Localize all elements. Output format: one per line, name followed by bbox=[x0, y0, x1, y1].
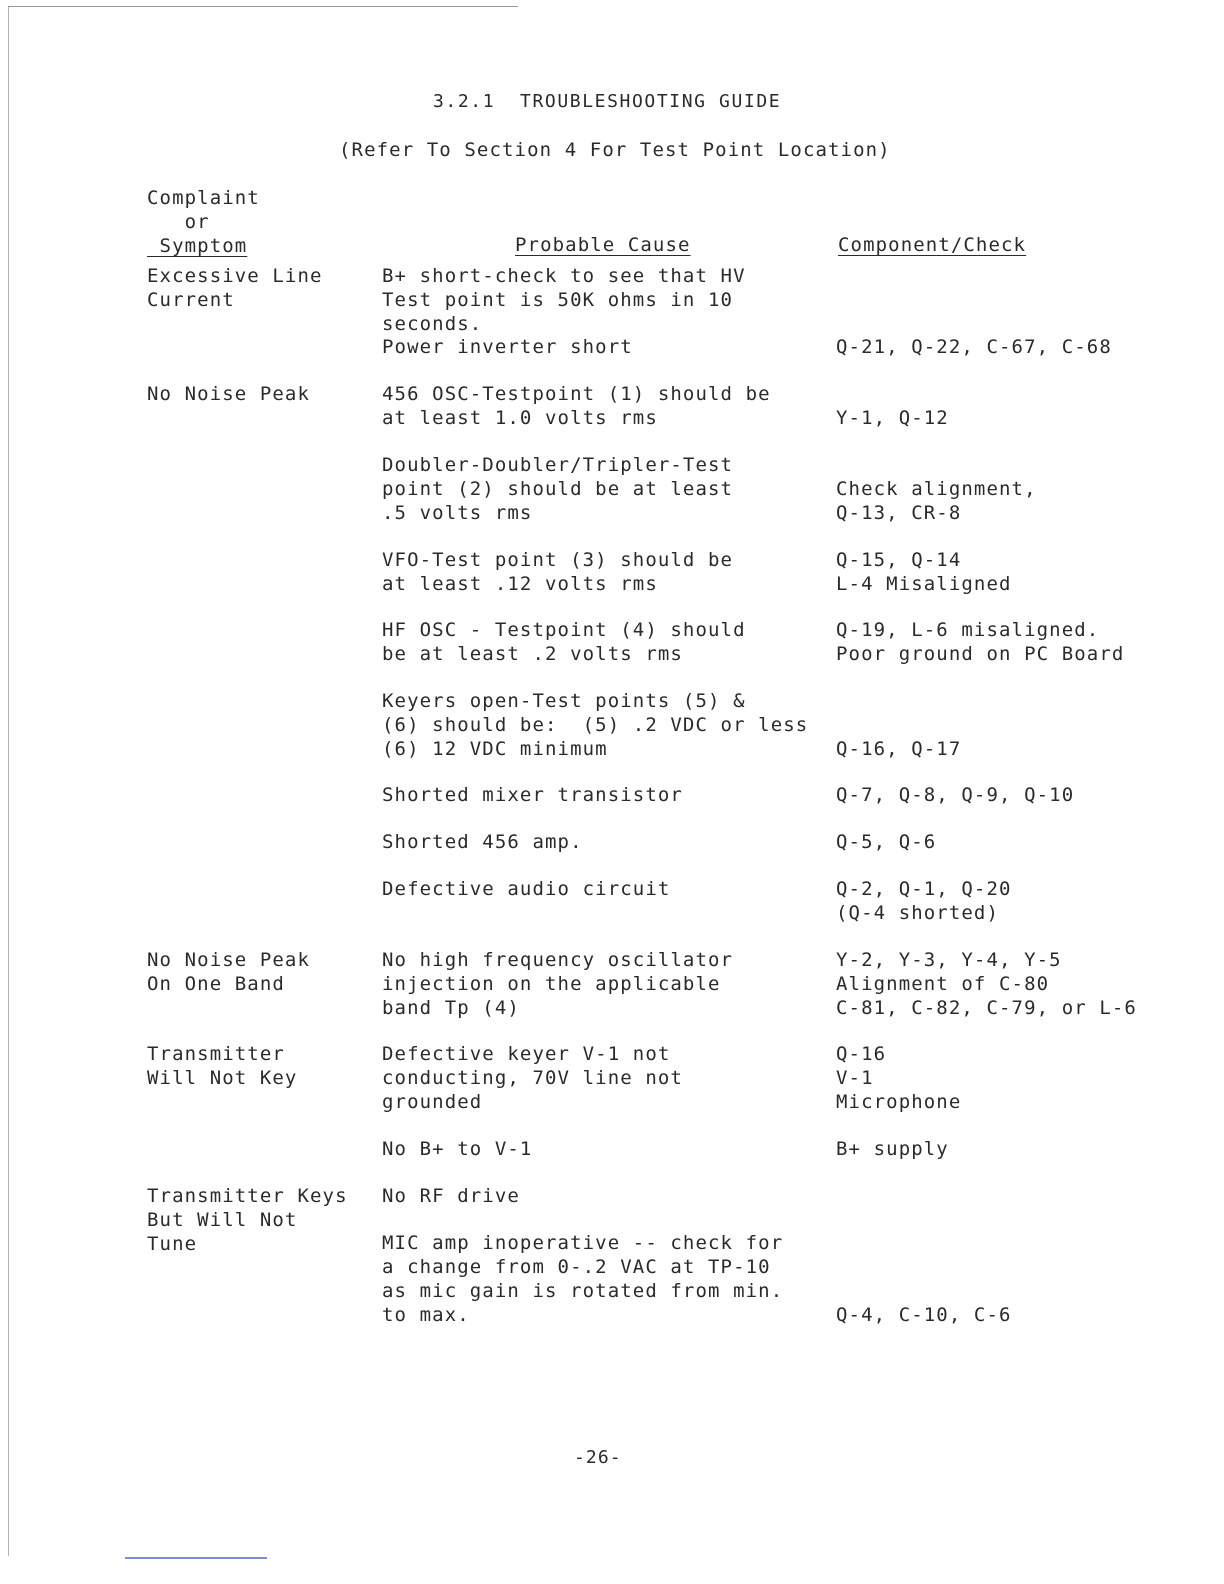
row-check: Q-16, Q-17 bbox=[836, 738, 962, 760]
bottom-rule bbox=[125, 1557, 267, 1559]
row-check: Q-7, Q-8, Q-9, Q-10 bbox=[836, 784, 1075, 806]
row-check: Q-4, C-10, C-6 bbox=[836, 1304, 1012, 1326]
row-cause: MIC amp inoperative -- check for a change from 0-.2 VAC at TP-10 as mic gain is rotated from min. to max. bbox=[382, 1232, 784, 1326]
row-cause: Shorted mixer transistor bbox=[382, 784, 683, 806]
symptom-header-line2: or bbox=[147, 211, 210, 233]
row-symptom: No Noise Peak On One Band bbox=[147, 949, 311, 995]
row-check: Q-19, L-6 misaligned. Poor ground on PC Board bbox=[836, 619, 1125, 665]
row-check: Q-21, Q-22, C-67, C-68 bbox=[836, 336, 1112, 358]
row-check: Y-1, Q-12 bbox=[836, 407, 949, 429]
row-check: Y-2, Y-3, Y-4, Y-5 Alignment of C-80 C-81, C-82, C-79, or L-6 bbox=[836, 949, 1137, 1019]
page-edge-top bbox=[8, 6, 518, 7]
section-heading: 3.2.1 TROUBLESHOOTING GUIDE bbox=[433, 91, 782, 112]
row-check: B+ supply bbox=[836, 1138, 949, 1160]
row-cause: Defective keyer V-1 not conducting, 70V line not grounded bbox=[382, 1043, 683, 1113]
row-check: Q-2, Q-1, Q-20 (Q-4 shorted) bbox=[836, 878, 1012, 924]
row-symptom: Excessive Line Current bbox=[147, 265, 323, 311]
symptom-header-line1: Complaint bbox=[147, 187, 260, 209]
row-cause: No B+ to V-1 bbox=[382, 1138, 533, 1160]
symptom-header-line3: Symptom bbox=[147, 235, 248, 257]
row-check: Q-16 V-1 Microphone bbox=[836, 1043, 962, 1113]
row-cause: Doubler-Doubler/Tripler-Test point (2) should be at least .5 volts rms bbox=[382, 454, 734, 524]
row-check: Check alignment, Q-13, CR-8 bbox=[836, 478, 1037, 524]
row-symptom: Transmitter Keys But Will Not Tune bbox=[147, 1185, 348, 1255]
row-cause: No high frequency oscillator injection on the applicable band Tp (4) bbox=[382, 949, 734, 1019]
section-subheading: (Refer To Section 4 For Test Point Location) bbox=[339, 139, 891, 161]
row-cause: No RF drive bbox=[382, 1185, 520, 1207]
column-header-cause: Probable Cause bbox=[515, 234, 691, 256]
page-number: -26- bbox=[574, 1447, 622, 1468]
row-symptom: No Noise Peak bbox=[147, 383, 311, 405]
column-header-check: Component/Check bbox=[838, 234, 1027, 256]
row-cause: Keyers open-Test points (5) & (6) should be: (5) .2 VDC or less (6) 12 VDC minimum bbox=[382, 690, 809, 760]
row-cause: B+ short-check to see that HV Test point is 50K ohms in 10 seconds. bbox=[382, 265, 746, 335]
row-cause: 456 OSC-Testpoint (1) should be at least 1.0 volts rms bbox=[382, 383, 771, 429]
row-symptom: Transmitter Will Not Key bbox=[147, 1043, 298, 1089]
row-check: Q-15, Q-14 L-4 Misaligned bbox=[836, 549, 1012, 595]
row-cause: Defective audio circuit bbox=[382, 878, 671, 900]
row-cause: VFO-Test point (3) should be at least .12 volts rms bbox=[382, 549, 734, 595]
page-edge-left bbox=[8, 6, 9, 1556]
row-check: Q-5, Q-6 bbox=[836, 831, 937, 853]
row-cause: Power inverter short bbox=[382, 336, 633, 358]
row-cause: HF OSC - Testpoint (4) should be at least .2 volts rms bbox=[382, 619, 746, 665]
column-header-symptom bbox=[147, 186, 260, 258]
row-cause: Shorted 456 amp. bbox=[382, 831, 583, 853]
